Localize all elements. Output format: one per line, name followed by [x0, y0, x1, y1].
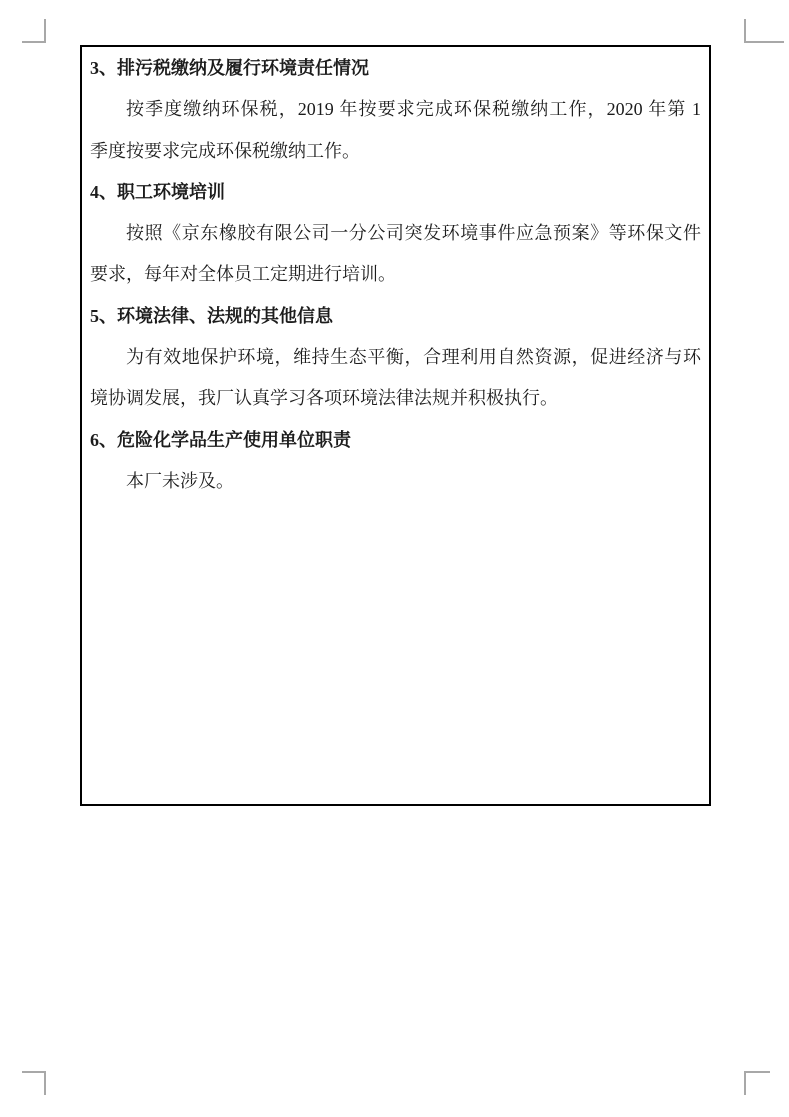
section-4-paragraph-line-2: 要求，每年对全体员工定期进行培训。 [90, 264, 396, 285]
section-5-paragraph-line-2: 境协调发展，我厂认真学习各项环境法律法规并积极执行。 [90, 388, 558, 409]
crop-mark-top-left [22, 19, 46, 43]
section-3-paragraph-line-2: 季度按要求完成环保税缴纳工作。 [90, 140, 360, 161]
crop-mark-bottom-left [22, 1071, 46, 1095]
section-5-paragraph-line-1: 为有效地保护环境，维持生态平衡，合理利用自然资源，促进经济与环 [126, 347, 701, 368]
section-4-paragraph-line-1: 按照《京东橡胶有限公司一分公司突发环境事件应急预案》等环保文件 [126, 223, 701, 244]
crop-mark-top-right [744, 19, 784, 43]
section-3-paragraph-line-1: 按季度缴纳环保税，2019 年按要求完成环保税缴纳工作，2020 年第 1 [126, 99, 701, 120]
crop-mark-bottom-right [744, 1071, 770, 1095]
section-4-heading: 4、职工环境培训 [90, 181, 225, 202]
section-6-heading: 6、危险化学品生产使用单位职责 [90, 429, 351, 450]
content-box [80, 45, 711, 806]
section-6-paragraph-line-1: 本厂未涉及。 [126, 470, 234, 491]
section-5-heading: 5、环境法律、法规的其他信息 [90, 305, 333, 326]
section-3-heading: 3、排污税缴纳及履行环境责任情况 [90, 58, 369, 78]
